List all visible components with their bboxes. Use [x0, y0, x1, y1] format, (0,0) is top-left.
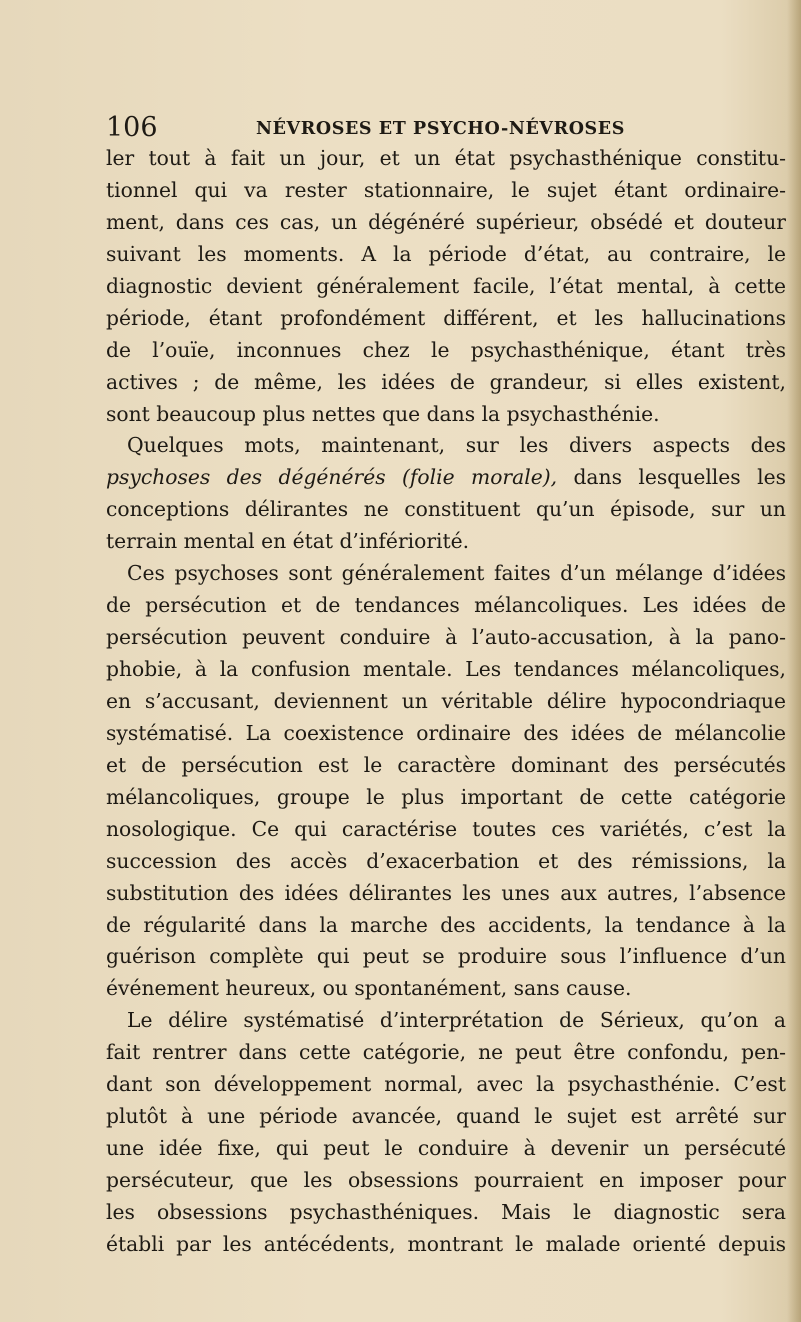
text-line: conceptions délirantes ne constituent qu’un épisode, sur un [106, 497, 786, 522]
text-line: terrain mental en état d’infériorité. [106, 529, 470, 554]
text-line: phobie, à la confusion mentale. Les tendances mélancoliques, [106, 657, 786, 681]
text-line: substitution des idées délirantes les unes aux autres, l’absence [106, 880, 786, 905]
text-line: de persécution et de tendances mélancoliques. Les idées de [106, 593, 786, 618]
text-line: établi par les antécédents, montrant le malade orienté depuis [106, 1231, 786, 1256]
text-line: ler tout à fait un jour, et un état psychasthénique constitu- [106, 146, 786, 170]
body-text [106, 143, 786, 1261]
text-line: guérison complète qui peut se produire sous l’influence d’un [106, 944, 786, 969]
text-line: fait rentrer dans cette catégorie, ne peut être confondu, pen- [106, 1040, 786, 1065]
text-line: tionnel qui va rester stationnaire, le sujet étant ordinaire- [106, 177, 786, 202]
text-line: diagnostic devient généralement facile, l’état mental, à cette [106, 273, 786, 298]
page-header [106, 113, 746, 143]
running-title: NÉVROSES ET PSYCHO-NÉVROSES [256, 119, 625, 139]
text-line: dant son développement normal, avec la psychasthénie. C’est [106, 1072, 786, 1097]
text-line: et de persécution est le caractère dominant des persécutés [106, 752, 786, 777]
text-line: mélancoliques, groupe le plus important de cette catégorie [106, 784, 786, 809]
paragraph-start-line: Le délire systématisé d’interprétation de Sérieux, qu’on a [127, 1008, 786, 1033]
text-line: systématisé. La coexistence ordinaire des idées de mélancolie [106, 720, 786, 745]
italic-phrase: psychoses des dégénérés (folie morale), [106, 465, 558, 490]
text-line: persécution peuvent conduire à l’auto-accusation, à la pano- [106, 625, 786, 650]
text-line: de régularité dans la marche des accidents, la tendance à la [106, 912, 786, 937]
paragraph-start-line: Ces psychoses sont généralement faites d’un mélange d’idées [127, 561, 786, 586]
text-line: de l’ouïe, inconnues chez le psychasthénique, étant très [106, 337, 786, 362]
text-line: succession des accès d’exacerbation et des rémissions, la [106, 848, 786, 873]
text-line: nosologique. Ce qui caractérise toutes ces variétés, c’est la [106, 816, 786, 841]
text-line: période, étant profondément différent, et les hallucinations [106, 305, 786, 330]
text-line: événement heureux, ou spontanément, sans cause. [106, 976, 632, 1001]
text-line: sont beaucoup plus nettes que dans la psychasthénie. [106, 401, 660, 426]
page-number: 106 [106, 112, 158, 143]
text-line: les obsessions psychasthéniques. Mais le diagnostic sera [106, 1199, 786, 1224]
text-line: persécuteur, que les obsessions pourraient en imposer pour [106, 1168, 786, 1192]
text-line: en s’accusant, deviennent un véritable délire hypocondriaque [106, 688, 786, 713]
paragraph-start-line: Quelques mots, maintenant, sur les divers aspects des [127, 433, 786, 458]
text-line: suivant les moments. A la période d’état, au contraire, le [106, 241, 786, 266]
line-continuation: dans lesquelles les [557, 465, 786, 490]
text-line: plutôt à une période avancée, quand le sujet est arrêté sur [106, 1104, 786, 1129]
text-line: actives ; de même, les idées de grandeur, si elles existent, [106, 369, 786, 394]
text-line: ment, dans ces cas, un dégénéré supérieur, obsédé et douteur [106, 209, 786, 234]
text-line-with-emphasis [106, 462, 786, 494]
page-edge-shadow [787, 0, 801, 1322]
text-line: une idée fixe, qui peut le conduire à devenir un persécuté [106, 1136, 786, 1161]
